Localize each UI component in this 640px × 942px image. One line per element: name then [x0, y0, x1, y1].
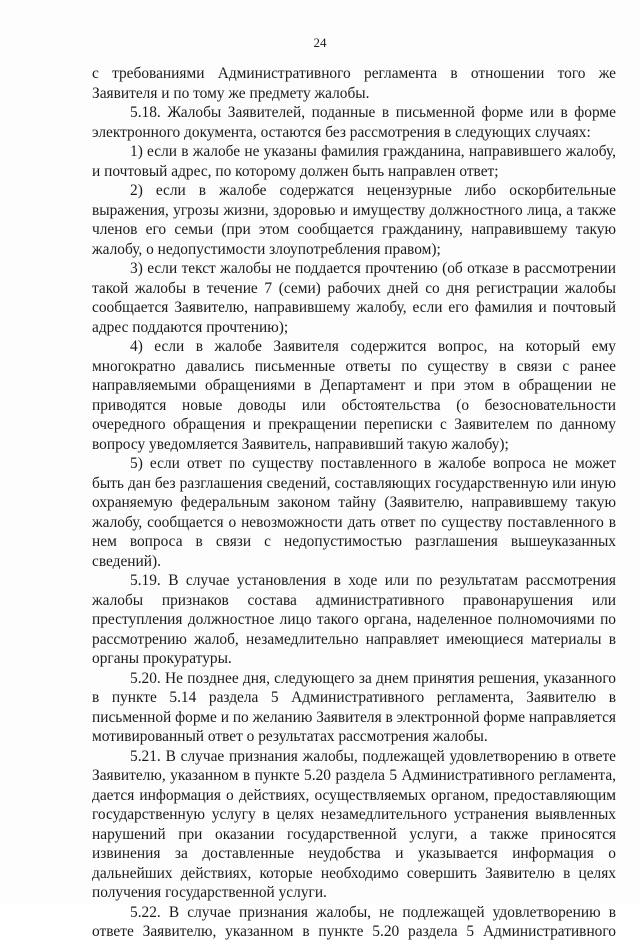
paragraph-5-20: 5.20. Не позднее дня, следующего за днем принятия решения, указанного в пункте 5.14 раздела 5 Административного регламента, Заявителю в письменной форме и по желанию Заявителя в электронной форме направляется мотивированный ответ о результатах рассмотрения жалобы.	[92, 669, 616, 745]
paragraph-5-22: 5.22. В случае признания жалобы, не подлежащей удовлетворению в ответе Заявителю, указанном в пункте 5.20 раздела 5 Административного	[92, 903, 616, 940]
paragraph-5-19: 5.19. В случае установления в ходе или по результатам рассмотрения жалобы признаков состава административного правонарушения или преступления должностное лицо такого органа, наделенное полномочиями по рассмотрению жалоб, незамедлительно направляет имеющиеся материалы в органы прокуратуры.	[92, 572, 616, 667]
paragraph-continuation: с требованиями Административного регламента в отношении того же Заявителя и по тому же предмету жалобы.	[92, 65, 616, 102]
document-body	[92, 64, 616, 942]
paragraph-5-21: 5.21. В случае признания жалобы, подлежащей удовлетворению в ответе Заявителю, указанном в пункте 5.20 раздела 5 Административного регламента, дается информация о действиях, осуществляемых органом, предоставляющим государственную услугу в целях незамедлительного устранения выявленных нарушений при оказании государственной услуги, а также приносятся извинения за доставленные неудобства и указывается информация о дальнейших действиях, которые необходимо совершить Заявителю в целях получения государственной услуги.	[92, 747, 616, 901]
list-item-4: 4) если в жалобе Заявителя содержится вопрос, на который ему многократно давались письменные ответы по существу в связи с ранее направляемыми обращениями в Департамент и при этом в обращении не приводятся новые доводы или обстоятельства (о безосновательности очередного обращения и прекращении переписки с Заявителем по данному вопросу уведомляется Заявитель, направивший такую жалобу);	[92, 338, 616, 453]
list-item-2: 2) если в жалобе содержатся нецензурные либо оскорбительные выражения, угрозы жизни, здоровью и имуществу должностного лица, а также членов его семьи (при этом сообщается гражданину, направившему такую жалобу, о недопустимости злоупотребления правом);	[92, 182, 616, 258]
page-number: 24	[313, 35, 327, 50]
list-item-3: 3) если текст жалобы не поддается прочтению (об отказе в рассмотрении такой жалобы в течение 7 (семи) рабочих дней со дня регистрации жалобы сообщается Заявителю, направившему жалобу, если его фамилия и почтовый адрес поддаются прочтению);	[92, 260, 616, 336]
list-item-5: 5) если ответ по существу поставленного в жалобе вопроса не может быть дан без разглашения сведений, составляющих государственную или иную охраняемую федеральным законом тайну (Заявителю, направившему такую жалобу, сообщается о невозможности дать ответ по существу поставленного в нем вопроса в связи с недопустимостью разглашения вышеуказанных сведений).	[92, 455, 616, 570]
paragraph-5-18: 5.18. Жалобы Заявителей, поданные в письменной форме или в форме электронного документа, остаются без рассмотрения в следующих случаях:	[92, 104, 616, 141]
list-item-1: 1) если в жалобе не указаны фамилия гражданина, направившего жалобу, и почтовый адрес, по которому должен быть направлен ответ;	[92, 143, 616, 180]
